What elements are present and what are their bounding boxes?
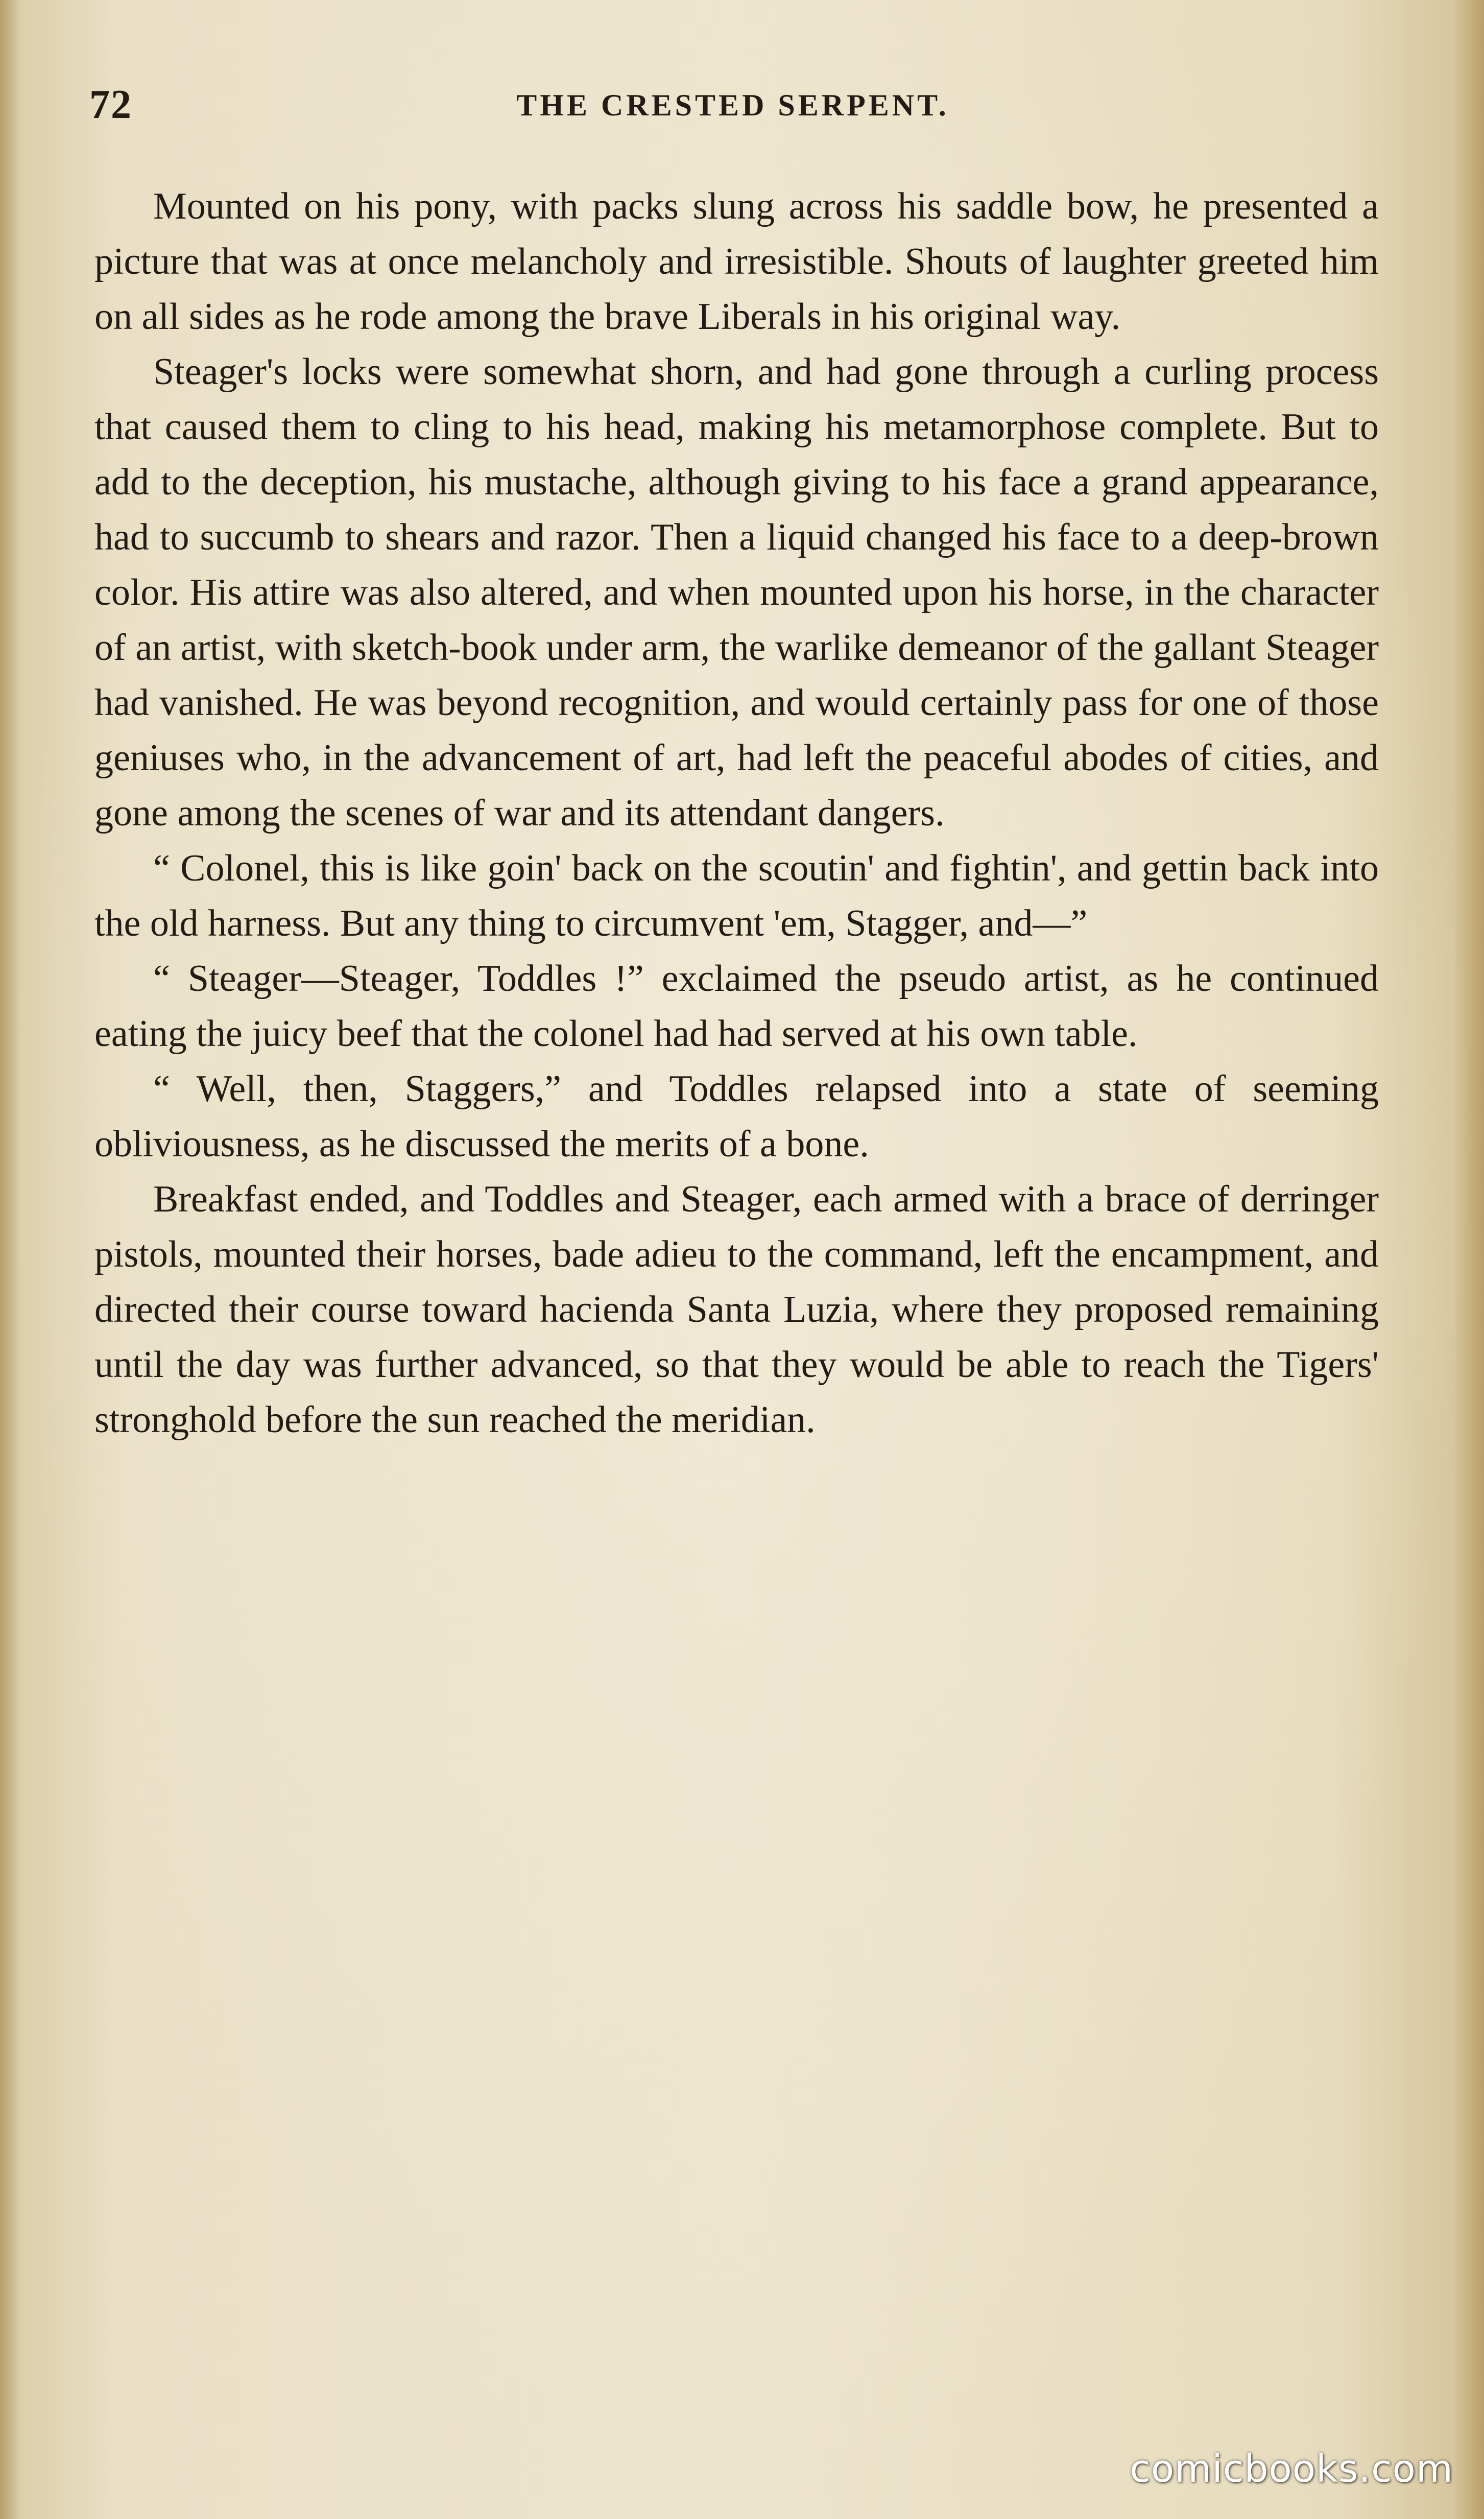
paragraph: “ Colonel, this is like goin' back on the scoutin' and fightin', and gettin back into the old harness. But any thing to circumvent 'em, Stagger, and—”: [94, 847, 1379, 944]
paragraph: “ Well, then, Staggers,” and Toddles relapsed into a state of seeming obliviousness, as he discussed the merits of a bone.: [94, 1068, 1379, 1165]
page-edge-right: [1453, 0, 1484, 2519]
paragraph: “ Steager—Steager, Toddles !” exclaimed the pseudo artist, as he continued eating the juicy beef that the colonel had had served at his own table.: [94, 958, 1379, 1055]
paragraph: Steager's locks were somewhat shorn, and had gone through a curling process that caused them to cling to his head, making his metamorphose complete. But to add to the deception, his mustache, although giving to his face a grand appearance, had to succumb to shears and razor. Then a liquid changed his face to a deep-brown color. His attire was also altered, and when mounted upon his horse, in the character of an artist, with sketch-book under arm, the warlike demeanor of the gallant Steager had vanished. He was beyond recognition, and would certainly pass for one of those geniuses who, in the advancement of art, had left the peaceful abodes of cities, and gone among the scenes of war and its attendant dangers.: [94, 351, 1379, 834]
body-text: [94, 179, 1379, 1447]
watermark: comicbooks.com: [1130, 2447, 1453, 2491]
page-header: [89, 82, 1376, 128]
paragraph: Breakfast ended, and Toddles and Steager, each armed with a brace of derringer pistols, mounted their horses, bade adieu to the command, left the encampment, and directed their course toward hacienda Santa Luzia, where they proposed remaining until the day was further advanced, so that they would be able to reach the Tigers' stronghold before the sun reached the meridian.: [94, 1178, 1379, 1441]
page-number: 72: [89, 82, 132, 127]
running-title: THE CRESTED SERPENT.: [516, 88, 949, 122]
page-edge-left: [0, 0, 20, 2519]
paragraph: Mounted on his pony, with packs slung across his saddle bow, he presented a picture that was at once melancholy and irresistible. Shouts of laughter greeted him on all sides as he rode among the brave Liberals in his original way.: [94, 185, 1379, 338]
